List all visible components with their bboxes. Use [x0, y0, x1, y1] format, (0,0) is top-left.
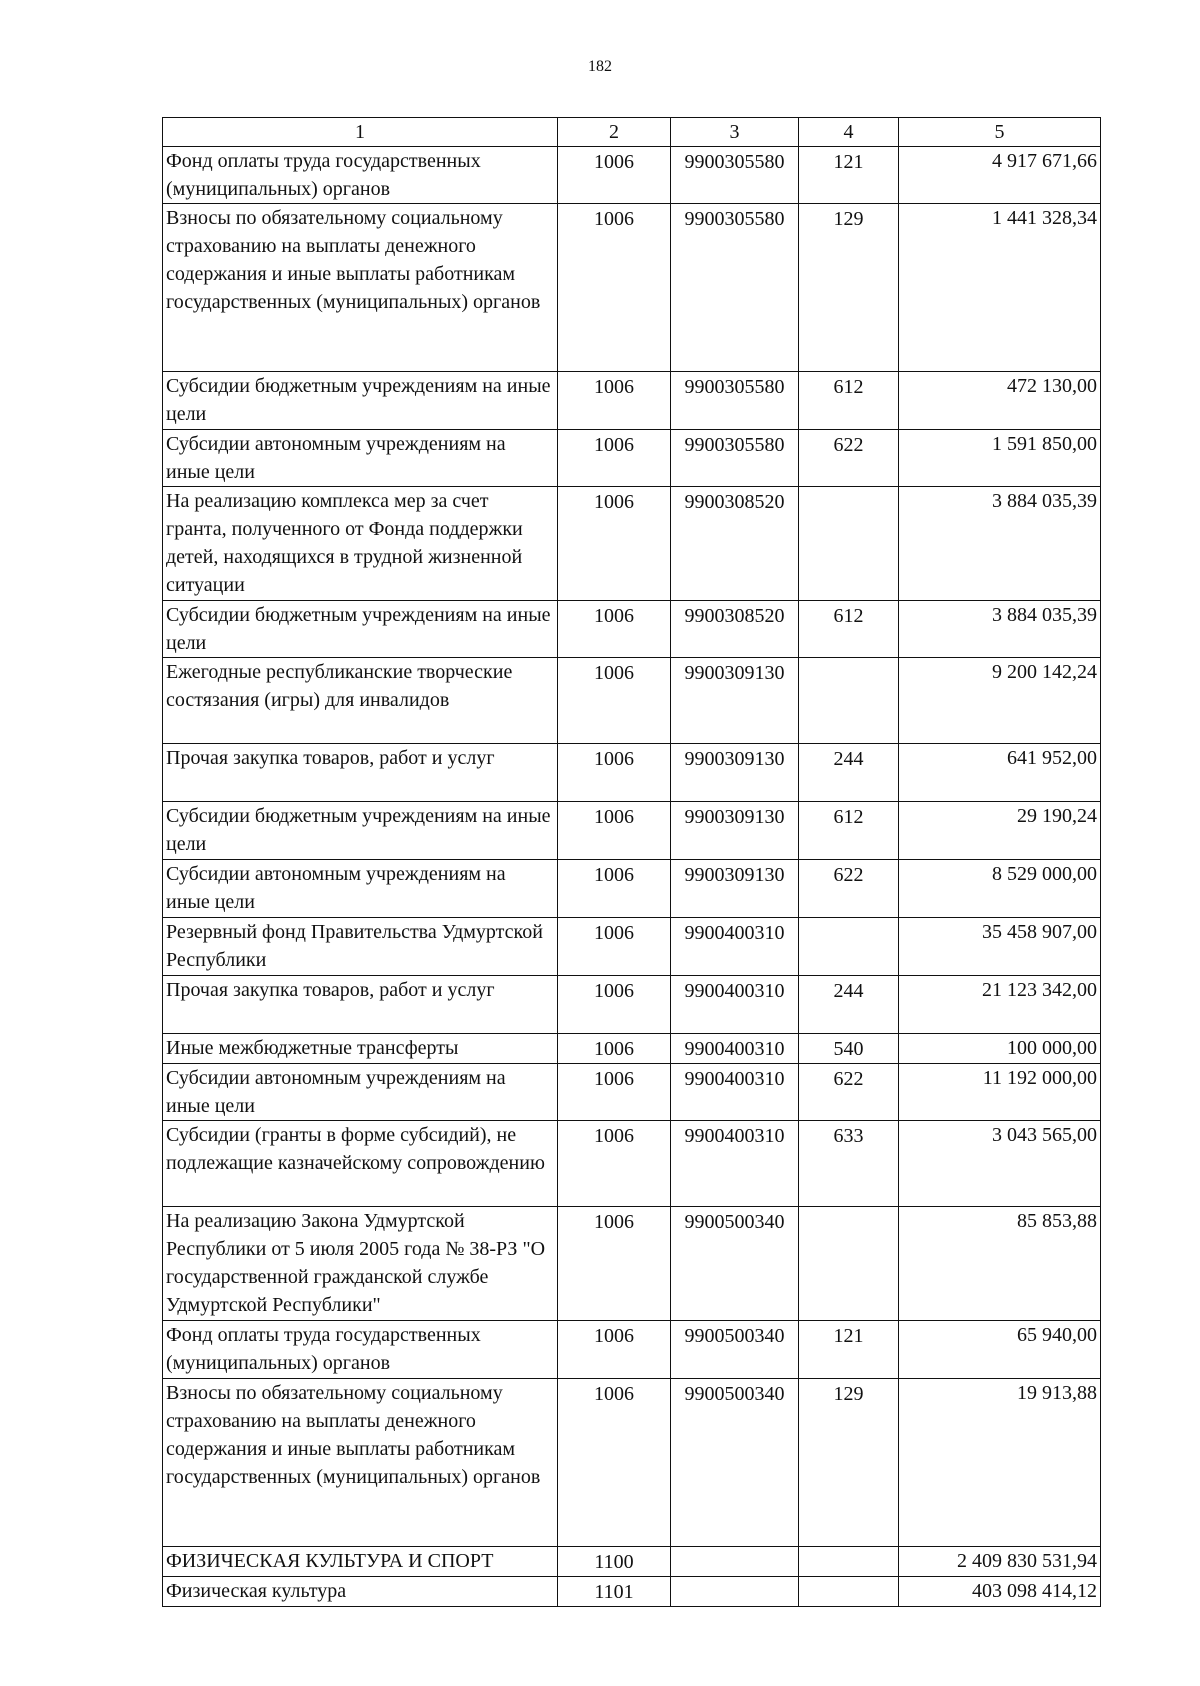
row-target: 9900309130 — [671, 744, 799, 802]
row-target: 9900308520 — [671, 601, 799, 658]
row-name: Субсидии бюджетным учреждениям на иные цели — [163, 601, 558, 658]
table-row — [163, 1207, 1101, 1321]
row-name: Резервный фонд Правительства Удмуртской Республики — [163, 918, 558, 976]
table-row — [163, 658, 1101, 744]
row-amount: 8 529 000,00 — [899, 860, 1101, 918]
row-target — [671, 1547, 799, 1577]
row-target: 9900400310 — [671, 1034, 799, 1064]
row-target: 9900309130 — [671, 658, 799, 744]
row-type — [799, 918, 899, 976]
row-name: Прочая закупка товаров, работ и услуг — [163, 744, 558, 802]
table-row — [163, 1034, 1101, 1064]
row-section: 1006 — [558, 860, 671, 918]
row-section: 1006 — [558, 204, 671, 372]
row-name: Иные межбюджетные трансферты — [163, 1034, 558, 1064]
row-amount: 29 190,24 — [899, 802, 1101, 860]
row-section: 1006 — [558, 976, 671, 1034]
table-row — [163, 918, 1101, 976]
row-target: 9900400310 — [671, 976, 799, 1034]
row-type: 121 — [799, 1321, 899, 1379]
table-row — [163, 204, 1101, 372]
row-amount: 472 130,00 — [899, 372, 1101, 430]
table-row — [163, 147, 1101, 204]
row-target: 9900305580 — [671, 430, 799, 487]
row-section: 1006 — [558, 1121, 671, 1207]
row-target: 9900500340 — [671, 1321, 799, 1379]
row-name: Физическая культура — [163, 1577, 558, 1607]
row-type: 129 — [799, 204, 899, 372]
row-amount: 21 123 342,00 — [899, 976, 1101, 1034]
row-section: 1006 — [558, 1064, 671, 1121]
row-type: 622 — [799, 1064, 899, 1121]
row-name: Субсидии автономным учреждениям на иные цели — [163, 860, 558, 918]
row-amount: 4 917 671,66 — [899, 147, 1101, 204]
row-type — [799, 658, 899, 744]
row-name: Субсидии (гранты в форме субсидий), не подлежащие казначейскому сопровождению — [163, 1121, 558, 1207]
page-number: 182 — [588, 58, 612, 75]
row-amount: 85 853,88 — [899, 1207, 1101, 1321]
row-section: 1006 — [558, 430, 671, 487]
row-type: 129 — [799, 1379, 899, 1547]
row-target: 9900308520 — [671, 487, 799, 601]
row-type — [799, 487, 899, 601]
row-type: 622 — [799, 430, 899, 487]
row-type: 121 — [799, 147, 899, 204]
row-target: 9900309130 — [671, 802, 799, 860]
row-section: 1006 — [558, 802, 671, 860]
row-type: 612 — [799, 802, 899, 860]
row-type: 612 — [799, 601, 899, 658]
row-target: 9900500340 — [671, 1207, 799, 1321]
table-row — [163, 430, 1101, 487]
table-row — [163, 744, 1101, 802]
row-target — [671, 1577, 799, 1607]
row-section: 1006 — [558, 1207, 671, 1321]
row-amount: 3 884 035,39 — [899, 487, 1101, 601]
row-name: На реализацию комплекса мер за счет гранта, полученного от Фонда поддержки детей, находящихся в трудной жизненной ситуации — [163, 487, 558, 601]
row-section: 1100 — [558, 1547, 671, 1577]
row-target: 9900400310 — [671, 1064, 799, 1121]
row-type: 633 — [799, 1121, 899, 1207]
row-section: 1006 — [558, 1321, 671, 1379]
table-row — [163, 1064, 1101, 1121]
header-col-3: 3 — [671, 118, 799, 147]
row-amount: 1 591 850,00 — [899, 430, 1101, 487]
row-amount: 1 441 328,34 — [899, 204, 1101, 372]
row-name: Взносы по обязательному социальному страхованию на выплаты денежного содержания и иные выплаты работникам государственных (муниципальных) органов — [163, 204, 558, 372]
row-type: 540 — [799, 1034, 899, 1064]
header-col-4: 4 — [799, 118, 899, 147]
row-name: Взносы по обязательному социальному страхованию на выплаты денежного содержания и иные выплаты работникам государственных (муниципальных) органов — [163, 1379, 558, 1547]
row-name: Субсидии бюджетным учреждениям на иные цели — [163, 372, 558, 430]
row-type: 244 — [799, 976, 899, 1034]
row-amount: 641 952,00 — [899, 744, 1101, 802]
row-amount: 65 940,00 — [899, 1321, 1101, 1379]
row-amount: 11 192 000,00 — [899, 1064, 1101, 1121]
row-section: 1006 — [558, 601, 671, 658]
table-row — [163, 1577, 1101, 1607]
table-row — [163, 1547, 1101, 1577]
row-section: 1101 — [558, 1577, 671, 1607]
row-name: Субсидии бюджетным учреждениям на иные цели — [163, 802, 558, 860]
header-col-5: 5 — [899, 118, 1101, 147]
table-row — [163, 860, 1101, 918]
row-target: 9900305580 — [671, 147, 799, 204]
row-name: Фонд оплаты труда государственных (муниципальных) органов — [163, 147, 558, 204]
row-section: 1006 — [558, 918, 671, 976]
table-row — [163, 1379, 1101, 1547]
row-type — [799, 1577, 899, 1607]
row-amount: 3 043 565,00 — [899, 1121, 1101, 1207]
budget-table — [162, 117, 1101, 1607]
row-section: 1006 — [558, 487, 671, 601]
row-target: 9900309130 — [671, 860, 799, 918]
row-amount: 9 200 142,24 — [899, 658, 1101, 744]
row-type: 622 — [799, 860, 899, 918]
table-row — [163, 372, 1101, 430]
row-section: 1006 — [558, 1379, 671, 1547]
header-col-2: 2 — [558, 118, 671, 147]
row-target: 9900500340 — [671, 1379, 799, 1547]
row-target: 9900305580 — [671, 204, 799, 372]
row-amount: 3 884 035,39 — [899, 601, 1101, 658]
table-row — [163, 802, 1101, 860]
row-section: 1006 — [558, 658, 671, 744]
table-row — [163, 976, 1101, 1034]
row-target: 9900400310 — [671, 918, 799, 976]
row-amount: 19 913,88 — [899, 1379, 1101, 1547]
row-section: 1006 — [558, 1034, 671, 1064]
row-name: Ежегодные республиканские творческие состязания (игры) для инвалидов — [163, 658, 558, 744]
table-row — [163, 1321, 1101, 1379]
row-name: Субсидии автономным учреждениям на иные цели — [163, 1064, 558, 1121]
row-type — [799, 1547, 899, 1577]
row-name: ФИЗИЧЕСКАЯ КУЛЬТУРА И СПОРТ — [163, 1547, 558, 1577]
row-amount: 2 409 830 531,94 — [899, 1547, 1101, 1577]
row-amount: 35 458 907,00 — [899, 918, 1101, 976]
table-row — [163, 601, 1101, 658]
row-amount: 100 000,00 — [899, 1034, 1101, 1064]
row-amount: 403 098 414,12 — [899, 1577, 1101, 1607]
table-row — [163, 487, 1101, 601]
row-name: Фонд оплаты труда государственных (муниципальных) органов — [163, 1321, 558, 1379]
row-name: Субсидии автономным учреждениям на иные цели — [163, 430, 558, 487]
row-type: 244 — [799, 744, 899, 802]
table-row — [163, 1121, 1101, 1207]
row-target: 9900305580 — [671, 372, 799, 430]
row-section: 1006 — [558, 147, 671, 204]
row-name: Прочая закупка товаров, работ и услуг — [163, 976, 558, 1034]
row-section: 1006 — [558, 372, 671, 430]
row-target: 9900400310 — [671, 1121, 799, 1207]
row-name: На реализацию Закона Удмуртской Республики от 5 июля 2005 года № 38-РЗ "О государственной гражданской службе Удмуртской Республики" — [163, 1207, 558, 1321]
table-header-row — [163, 118, 1101, 147]
row-type — [799, 1207, 899, 1321]
row-type: 612 — [799, 372, 899, 430]
row-section: 1006 — [558, 744, 671, 802]
header-col-1: 1 — [163, 118, 558, 147]
